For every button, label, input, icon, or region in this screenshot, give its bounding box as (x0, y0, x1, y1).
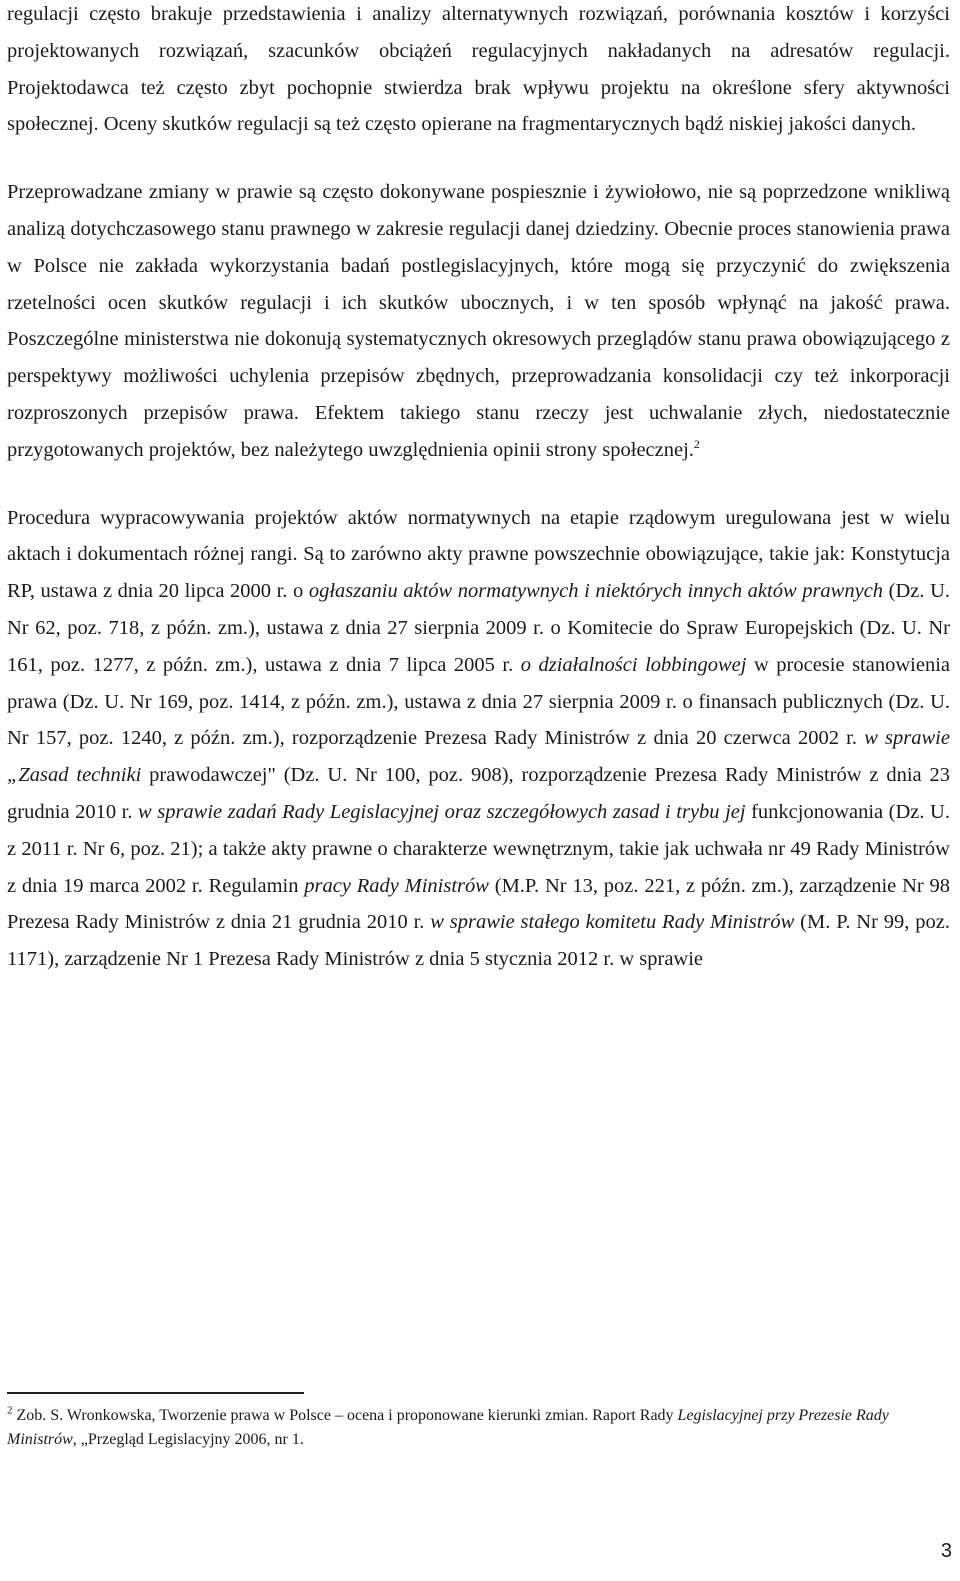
paragraph-procedure (7, 500, 950, 978)
footnote-number: 2 (7, 1404, 13, 1417)
text-segment: (Dz. U. Nr 62, poz. 718, z późn. zm.), ustawa z dnia 27 sierpnia 2009 r. o Komitecie do Spraw Europejskich (Dz. U. Nr 161, poz. 1277, z późn. zm.), ustawa z dnia 7 lipca 2005 r. (7, 580, 950, 676)
footnote-text-italic: Legislacyjnej przy Prezesie Rady Ministrów (7, 1407, 889, 1448)
paragraph-legal-changes-text: Przeprowadzane zmiany w prawie są często dokonywane pospiesznie i żywiołowo, nie są poprzedzone wnikliwą analizą dotychczasowego stanu prawnego w zakresie regulacji danej dziedziny. Obecnie proces stanowienia prawa w Polsce nie zakłada wykorzystania badań postlegislacyjnych, które mogą się przyczynić do zwiększenia rzetelności ocen skutków regulacji i ich skutków ubocznych, i w ten sposób wpłynąć na jakość prawa. Poszczególne ministerstwa nie dokonują systematycznych okresowych przeglądów stanu prawa obowiązującego z perspektywy możliwości uchylenia przepisów zbędnych, przeprowadzania konsolidacji czy też inkorporacji rozproszonych przepisów prawa. Efektem takiego stanu rzeczy jest uchwalanie złych, niedostatecznie przygotowanych projektów, bez należytego uwzględnienia opinii strony społecznej. (7, 181, 950, 461)
text-segment: (M. P. Nr 99, poz. 1171), zarządzenie Nr 1 Prezesa Rady Ministrów z dnia 5 stycznia 2012 r. w sprawie (7, 911, 950, 971)
italic-title-segment: w sprawie „Zasad techniki (7, 727, 950, 787)
italic-title-segment: o działalności lobbingowej (520, 653, 747, 676)
footnote-text-part1: Zob. S. Wronkowska, Tworzenie prawa w Polsce – ocena i proponowane kierunki zmian. Raport Rady (12, 1407, 678, 1424)
text-segment: w procesie stanowienia prawa (Dz. U. Nr 169, poz. 1414, z późn. zm.), ustawa z dnia 27 sierpnia 2009 r. o finansach publicznych (Dz. U. Nr 157, poz. 1240, z późn. zm.), rozporządzenie Prezesa Rady Ministrów z dnia 20 czerwca 2002 r. (7, 653, 950, 750)
document-page (7, 0, 950, 978)
footnote-text-part3: , „Przegląd Legislacyjny 2006, nr 1. (72, 1431, 304, 1448)
footnote-reference[interactable]: 2 (693, 436, 700, 451)
italic-title-segment: pracy Rady Ministrów (304, 874, 489, 897)
text-segment: funkcjonowania (Dz. U. z 2011 r. Nr 6, poz. 21); a także akty prawne o charakterze wewnętrznym, takie jak uchwała nr 49 Rady Ministrów z dnia 19 marca 2002 r. Regulamin (7, 800, 950, 897)
italic-title-segment: w sprawie zadań Rady Legislacyjnej oraz szczegółowych zasad i trybu jej (138, 800, 746, 823)
text-segment: prawodawczej" (Dz. U. Nr 100, poz. 908), rozporządzenie Prezesa Rady Ministrów z dnia 23 grudnia 2010 r. (7, 764, 950, 823)
page-number: 3 (940, 1540, 952, 1562)
text-segment: (M.P. Nr 13, poz. 221, z późn. zm.), zarządzenie Nr 98 Prezesa Rady Ministrów z dnia 21 grudnia 2010 r. (7, 874, 950, 934)
paragraph-ria-deficiencies: regulacji często brakuje przedstawienia i analizy alternatywnych rozwiązań, porównania kosztów i korzyści projektowanych rozwiązań, szacunków obciążeń regulacyjnych nakładanych na adresatów regulacji. Projektodawca też często zbyt pochopnie stwierdza brak wpływu projektu na określone sfery aktywności społecznej. Oceny skutków regulacji są też często opierane na fragmentarycznych bądź niskiej jakości danych. (7, 3, 950, 136)
italic-title-segment: ogłaszaniu aktów normatywnych i niektórych innych aktów prawnych (308, 580, 884, 603)
paragraph-legal-changes (7, 174, 950, 468)
footnote (7, 1404, 937, 1452)
footnote-separator (7, 1392, 304, 1394)
text-segment: Procedura wypracowywania projektów aktów normatywnych na etapie rządowym uregulowana jest w wielu aktach i dokumentach różnej rangi. Są to zarówno akty prawne powszechnie obowiązujące, takie jak: Konstytucja RP, ustawa z dnia 20 lipca 2000 r. o (7, 506, 950, 603)
italic-title-segment: w sprawie stałego komitetu Rady Ministrów (430, 911, 795, 934)
